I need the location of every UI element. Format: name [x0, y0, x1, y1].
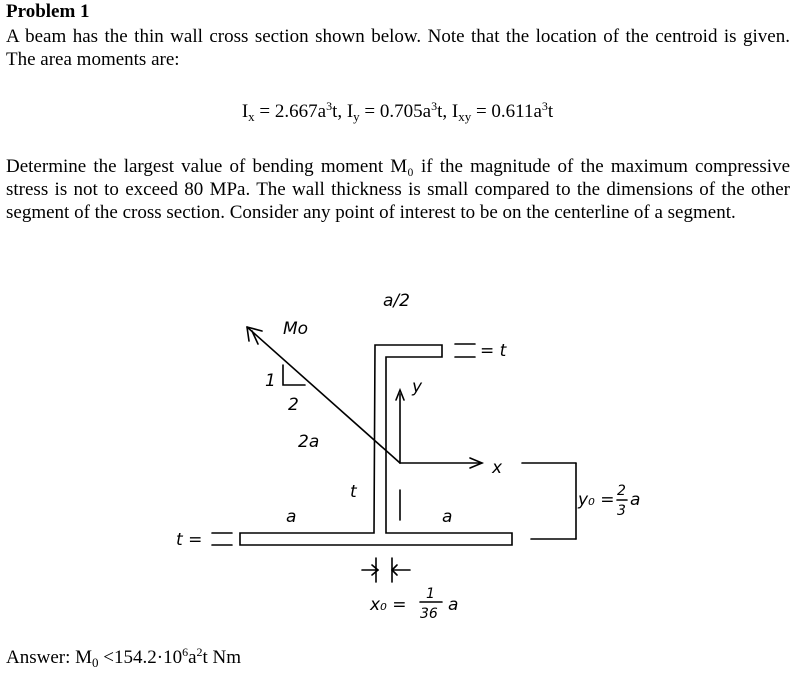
y0-label: y₀ =	[578, 490, 615, 510]
moment-label: Mo	[283, 319, 309, 339]
ixy-value: = 0.611a	[471, 101, 542, 122]
iy-subscript: y	[353, 109, 360, 124]
answer-line	[6, 645, 241, 671]
ix-exponent: 3	[326, 99, 333, 113]
problem-title: Problem 1	[6, 1, 90, 22]
y0-numerator: 2	[617, 483, 626, 499]
ixy-exponent: 3	[541, 99, 548, 113]
bottom-thickness-label: t =	[176, 530, 203, 550]
x0-denominator: 36	[420, 606, 438, 622]
iy-value: = 0.705a	[359, 101, 432, 122]
ix-value: = 2.667a	[254, 101, 327, 122]
answer-suffix: t Nm	[202, 647, 242, 668]
section-outline	[240, 345, 512, 545]
iy-exponent: 3	[431, 99, 438, 113]
y0-unit: a	[630, 490, 641, 510]
arm-label: 2a	[298, 432, 320, 452]
answer-subscript: 0	[92, 655, 99, 670]
answer-value: <154.2·10	[98, 647, 183, 668]
slope-run-label: 2	[288, 395, 299, 415]
iy-symbol: I	[346, 101, 354, 122]
problem-intro: A beam has the thin wall cross section shown below. Note that the location of the centroid is given. The area moments are:	[6, 26, 790, 70]
ix-symbol: I	[241, 101, 249, 122]
answer-value-2: a	[188, 647, 197, 668]
top-flange-label: a/2	[383, 291, 410, 311]
web-thickness-label: t	[350, 482, 357, 502]
moment-vector-line	[247, 327, 400, 463]
x0-numerator: 1	[426, 586, 435, 602]
right-flange-label: a	[442, 507, 453, 527]
slope-rise-label: 1	[265, 371, 276, 391]
x0-unit: a	[448, 595, 459, 615]
answer-prefix: Answer: M	[6, 647, 93, 668]
ix-tail: t,	[332, 101, 347, 122]
y0-denominator: 3	[617, 503, 626, 519]
ixy-symbol: I	[451, 101, 459, 122]
ix-subscript: x	[248, 109, 255, 124]
ixy-tail: t	[547, 101, 554, 122]
top-thickness-label: = t	[480, 341, 507, 361]
ixy-subscript: xy	[458, 109, 472, 124]
left-flange-label: a	[286, 507, 297, 527]
answer-exponent-1: 6	[182, 645, 189, 659]
x-axis-label: x	[492, 458, 503, 478]
x0-label: x₀ =	[370, 595, 407, 615]
problem-task: Determine the largest value of bending moment M₀ if the magnitude of the maximum compressive stress is not to exceed 80 MPa. The wall thickness is small compared to the dimensions of the other segment of the cross section. Consider any point of interest to be on the centerline of a segment.	[6, 156, 790, 223]
answer-exponent-2: 2	[196, 645, 203, 659]
y-axis-label: y	[412, 377, 423, 397]
iy-tail: t,	[437, 101, 452, 122]
